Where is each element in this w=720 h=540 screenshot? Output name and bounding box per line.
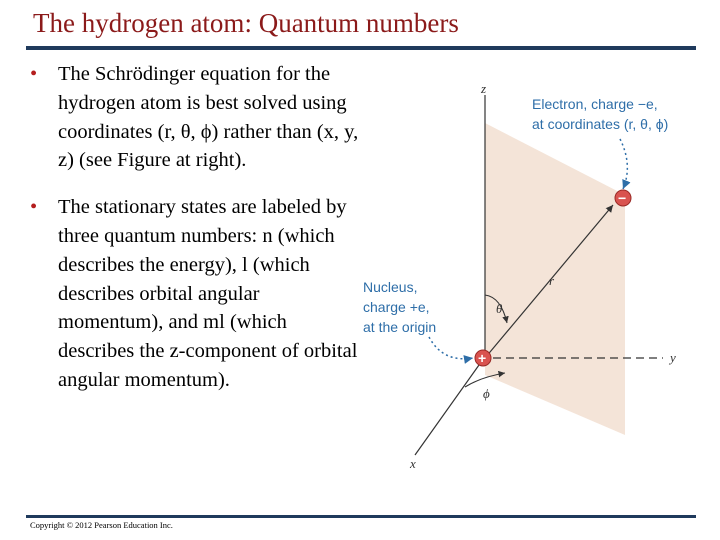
x-axis <box>415 365 479 455</box>
z-axis-label: z <box>481 81 487 96</box>
x-axis-label: x <box>410 456 416 471</box>
nucleus-sign: + <box>478 350 487 366</box>
bullet-item <box>30 60 360 175</box>
nucleus-leader <box>429 337 473 359</box>
phi-label: ϕ <box>483 386 490 401</box>
footer-divider <box>26 515 696 518</box>
coordinate-figure <box>355 75 720 475</box>
title-divider <box>26 46 696 50</box>
coordinate-diagram <box>355 75 720 475</box>
nucleus-label-line2: charge +e, <box>363 299 430 315</box>
electron-label-line2: at coordinates (r, θ, ϕ) <box>532 116 669 132</box>
coordinate-plane <box>485 123 625 435</box>
electron-label-line1: Electron, charge −e, <box>532 96 658 112</box>
bullet-text: The Schrödinger equation for the hydrogen atom is best solved using coordinates (r, θ, ϕ) rather than (x, y, z) (see Figure at right). <box>58 63 359 172</box>
bullet-list <box>30 60 360 395</box>
r-label: r <box>549 273 555 288</box>
theta-label: θ <box>496 301 503 316</box>
bullet-marker: • <box>30 63 38 85</box>
copyright-text: Copyright © 2012 Pearson Education Inc. <box>30 520 173 530</box>
bullet-item <box>30 193 360 395</box>
slide-title: The hydrogen atom: Quantum numbers <box>33 8 459 38</box>
nucleus-label-line3: at the origin <box>363 319 437 335</box>
nucleus-label-line1: Nucleus, <box>363 279 418 295</box>
y-axis-label: y <box>670 350 676 365</box>
bullet-text: The stationary states are labeled by three quantum numbers: n (which describes the energy), l (which describes orbital angular momentum), and ml (which describes the z-component of orbital angular momentum). <box>58 196 358 391</box>
electron-leader <box>620 139 627 189</box>
bullet-marker: • <box>30 196 38 219</box>
electron-sign: − <box>618 190 627 206</box>
